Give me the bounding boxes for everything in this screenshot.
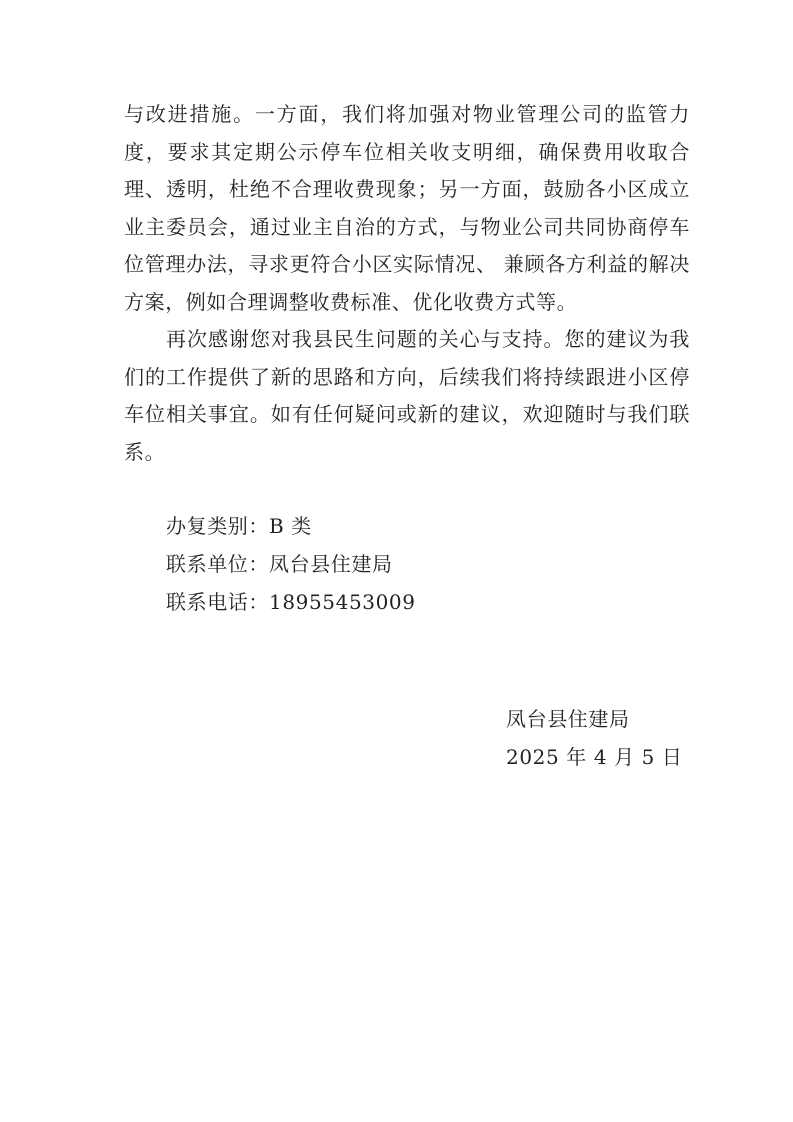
reply-meta xyxy=(166,507,416,621)
signature-block xyxy=(506,700,683,776)
category-label: 办复类别： xyxy=(166,514,269,538)
contact-unit-row xyxy=(166,545,416,583)
signature-date: 2025 年 4 月 5 日 xyxy=(506,745,683,769)
contact-unit-label: 联系单位： xyxy=(166,552,269,576)
contact-phone-value: 18955453009 xyxy=(269,590,416,614)
signature-org: 凤台县住建局 xyxy=(506,707,630,731)
contact-unit-value: 凤台县住建局 xyxy=(269,552,393,576)
paragraph-measures: 与改进措施。一方面，我们将加强对物业管理公司的监管力度，要求其定期公示停车位相关收支明细，确保费用收取合理、透明，杜绝不合理收费现象；另一方面，鼓励各小区成立业主委员会，通过业主自治的方式，与物业公司共同协商停车位管理办法，寻求更符合小区实际情况、 兼顾各方利益的解决方案，例如合理调整收费标准、优化收费方式等。 xyxy=(124,102,690,314)
category-row xyxy=(166,507,416,545)
paragraph-thanks: 再次感谢您对我县民生问题的关心与支持。您的建议为我们的工作提供了新的思路和方向，后续我们将持续跟进小区停车位相关事宜。如有任何疑问或新的建议，欢迎随时与我们联系。 xyxy=(124,327,690,464)
contact-phone-row xyxy=(166,583,416,621)
contact-phone-label: 联系电话： xyxy=(166,590,269,614)
letter-body xyxy=(124,96,690,471)
category-value: B 类 xyxy=(269,514,312,538)
